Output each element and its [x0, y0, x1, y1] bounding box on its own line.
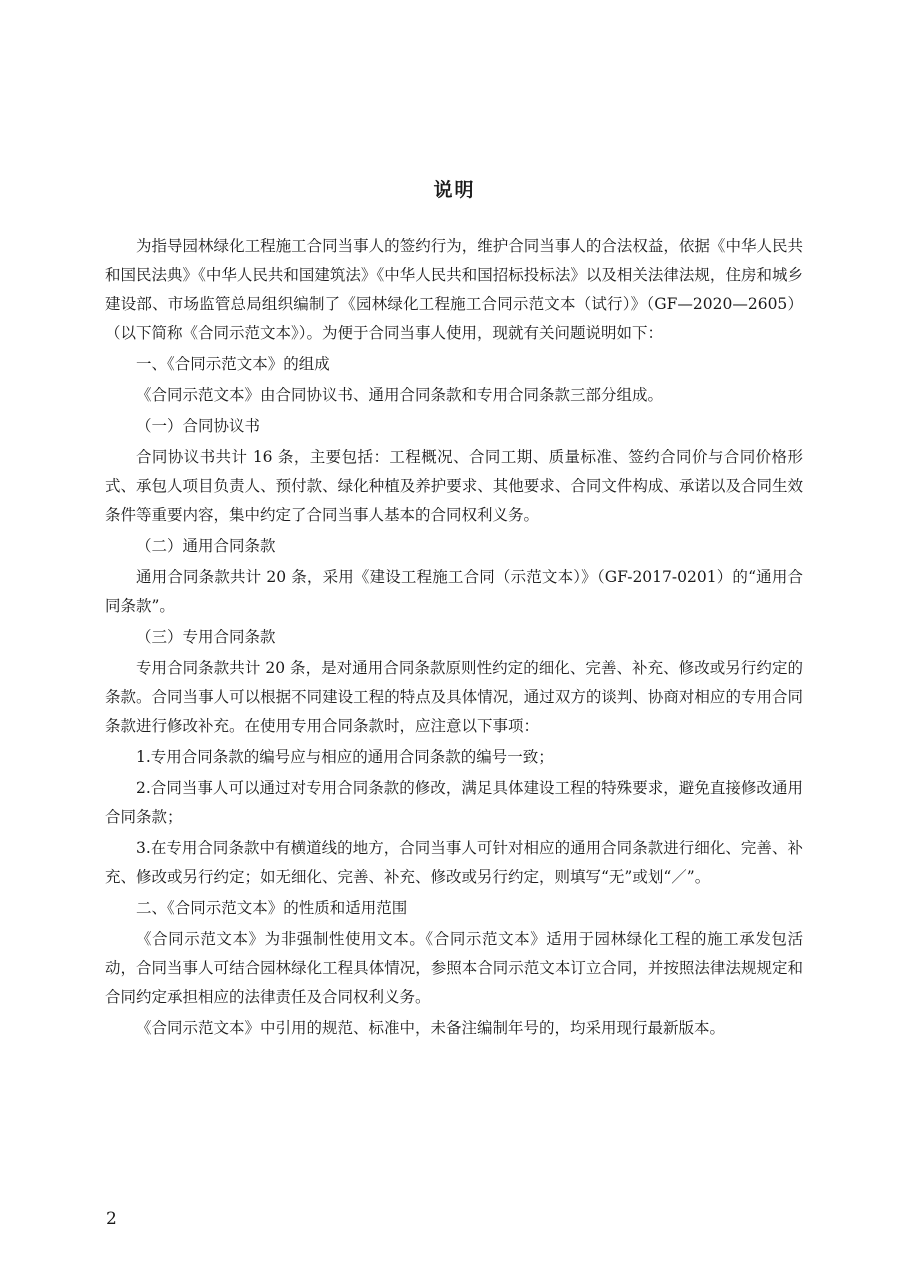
- subsection-heading-agreement: （一）合同协议书: [136, 417, 261, 435]
- agreement-paragraph: 合同协议书共计 16 条，主要包括：工程概况、合同工期、质量标准、签约合同价与合同价格形式、承包人项目负责人、预付款、绿化种植及养护要求、其他要求、合同文件构成、承诺以及合同生效条件等重要内容，集中约定了合同当事人基本的合同权利义务。: [105, 448, 803, 524]
- standards-paragraph: 《合同示范文本》中引用的规范、标准中，未备注编制年号的，均采用现行最新版本。: [136, 1019, 726, 1037]
- note-item-2: 2.合同当事人可以通过对专用合同条款的修改，满足具体建设工程的特殊要求，避免直接修改通用合同条款；: [105, 779, 803, 826]
- page-number: 2: [106, 1209, 117, 1229]
- general-terms-paragraph: 通用合同条款共计 20 条，采用《建设工程施工合同（示范文本）》（GF-2017-0201）的“通用合同条款”。: [105, 568, 803, 615]
- special-terms-paragraph: 专用合同条款共计 20 条，是对通用合同条款原则性约定的细化、完善、补充、修改或另行约定的条款。合同当事人可以根据不同建设工程的特点及具体情况，通过双方的谈判、协商对相应的专用合同条款进行修改补充。在使用专用合同条款时，应注意以下事项：: [105, 659, 803, 735]
- document-title: 说明: [433, 179, 476, 201]
- nature-scope-paragraph: 《合同示范文本》为非强制性使用文本。《合同示范文本》适用于园林绿化工程的施工承发包活动，合同当事人可结合园林绿化工程具体情况，参照本合同示范文本订立合同，并按照法律法规规定和合同约定承担相应的法律责任及合同权利义务。: [105, 930, 803, 1006]
- composition-paragraph: 《合同示范文本》由合同协议书、通用合同条款和专用合同条款三部分组成。: [136, 386, 664, 404]
- note-item-3: 3.在专用合同条款中有横道线的地方，合同当事人可针对相应的通用合同条款进行细化、完善、补充、修改或另行约定；如无细化、完善、补充、修改或另行约定，则填写“无”或划“／”。: [105, 839, 803, 886]
- document-body: [105, 232, 803, 1043]
- subsection-heading-general-terms: （二）通用合同条款: [136, 537, 276, 555]
- note-item-1: 1.专用合同条款的编号应与相应的通用合同条款的编号一致；: [136, 748, 554, 766]
- subsection-heading-special-terms: （三）专用合同条款: [136, 628, 276, 646]
- intro-paragraph: 为指导园林绿化工程施工合同当事人的签约行为，维护合同当事人的合法权益，依据《中华人民共和国民法典》《中华人民共和国建筑法》《中华人民共和国招标投标法》以及相关法律法规，住房和城乡建设部、市场监管总局组织编制了《园林绿化工程施工合同示范文本（试行）》（GF—2020—2605）（以下简称《合同示范文本》）。为便于合同当事人使用，现就有关问题说明如下：: [105, 237, 803, 342]
- section-heading-nature-scope: 二、《合同示范文本》的性质和适用范围: [136, 899, 408, 917]
- section-heading-composition: 一、《合同示范文本》的组成: [136, 355, 330, 373]
